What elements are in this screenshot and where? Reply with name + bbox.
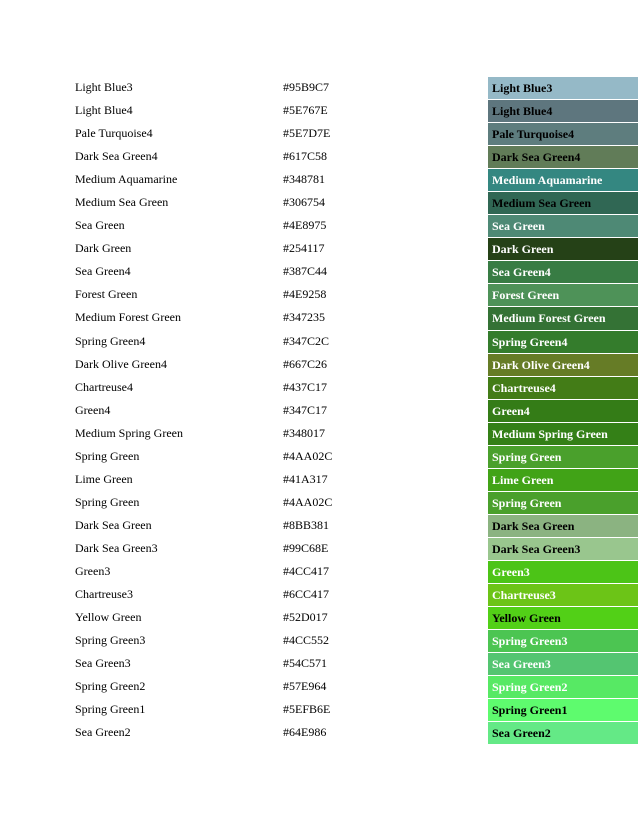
color-swatch: Sea Green xyxy=(488,214,638,237)
color-swatch: Light Blue3 xyxy=(488,76,638,99)
color-swatch: Dark Sea Green4 xyxy=(488,145,638,168)
color-swatch: Sea Green2 xyxy=(488,721,638,744)
color-name: Medium Sea Green xyxy=(75,195,169,210)
color-row xyxy=(0,122,638,145)
color-swatch: Medium Spring Green xyxy=(488,422,638,445)
color-swatch: Sea Green3 xyxy=(488,652,638,675)
color-hex: #4AA02C xyxy=(283,448,333,463)
color-row xyxy=(0,191,638,214)
color-name: Sea Green xyxy=(75,218,125,233)
color-hex: #5E7D7E xyxy=(283,126,331,141)
color-hex: #4CC417 xyxy=(283,563,330,578)
color-swatch: Dark Sea Green xyxy=(488,514,638,537)
color-hex: #4CC552 xyxy=(283,633,330,648)
color-name: Sea Green2 xyxy=(75,725,131,740)
color-swatch: Light Blue4 xyxy=(488,99,638,122)
color-hex: #99C68E xyxy=(283,540,329,555)
color-swatch: Spring Green xyxy=(488,491,638,514)
color-table xyxy=(0,76,638,744)
color-hex: #57E964 xyxy=(283,679,327,694)
color-hex: #254117 xyxy=(283,241,325,256)
color-row xyxy=(0,491,638,514)
color-name: Dark Green xyxy=(75,241,132,256)
color-swatch: Forest Green xyxy=(488,283,638,306)
color-row xyxy=(0,306,638,329)
color-name: Sea Green4 xyxy=(75,264,131,279)
color-swatch: Medium Forest Green xyxy=(488,306,638,329)
color-hex: #347235 xyxy=(283,310,325,325)
color-hex: #8BB381 xyxy=(283,517,330,532)
color-row xyxy=(0,260,638,283)
color-name: Pale Turquoise4 xyxy=(75,126,153,141)
color-swatch: Chartreuse3 xyxy=(488,583,638,606)
color-swatch: Spring Green1 xyxy=(488,698,638,721)
color-name: Green3 xyxy=(75,563,111,578)
color-hex: #5E767E xyxy=(283,103,328,118)
color-name: Spring Green3 xyxy=(75,633,146,648)
color-hex: #617C58 xyxy=(283,149,328,164)
color-row xyxy=(0,698,638,721)
color-hex: #348017 xyxy=(283,425,325,440)
color-row xyxy=(0,606,638,629)
color-hex: #348781 xyxy=(283,172,325,187)
color-name: Medium Forest Green xyxy=(75,310,181,325)
color-row xyxy=(0,399,638,422)
color-row xyxy=(0,468,638,491)
color-row xyxy=(0,583,638,606)
color-row xyxy=(0,353,638,376)
color-name: Dark Olive Green4 xyxy=(75,356,167,371)
color-swatch: Dark Green xyxy=(488,237,638,260)
color-row xyxy=(0,76,638,99)
color-hex: #54C571 xyxy=(283,656,328,671)
color-name: Light Blue3 xyxy=(75,80,133,94)
color-name: Medium Spring Green xyxy=(75,425,183,440)
color-row xyxy=(0,537,638,560)
color-hex: #64E986 xyxy=(283,725,327,740)
color-swatch: Medium Sea Green xyxy=(488,191,638,214)
color-hex: #4E9258 xyxy=(283,287,327,302)
color-swatch: Pale Turquoise4 xyxy=(488,122,638,145)
color-hex: #437C17 xyxy=(283,379,328,394)
color-name: Yellow Green xyxy=(75,610,142,625)
color-name: Lime Green xyxy=(75,471,133,486)
color-row xyxy=(0,629,638,652)
color-name: Dark Sea Green xyxy=(75,517,152,532)
color-name: Chartreuse4 xyxy=(75,379,133,394)
color-row xyxy=(0,145,638,168)
color-row xyxy=(0,283,638,306)
color-swatch: Medium Aquamarine xyxy=(488,168,638,191)
color-row xyxy=(0,445,638,468)
color-hex: #387C44 xyxy=(283,264,328,279)
color-hex: #6CC417 xyxy=(283,587,330,602)
color-swatch: Spring Green2 xyxy=(488,675,638,698)
color-row xyxy=(0,560,638,583)
color-name: Spring Green1 xyxy=(75,702,146,717)
color-row xyxy=(0,330,638,353)
color-swatch: Green4 xyxy=(488,399,638,422)
color-swatch: Spring Green xyxy=(488,445,638,468)
color-swatch: Spring Green4 xyxy=(488,330,638,353)
color-hex: #52D017 xyxy=(283,610,328,625)
color-swatch: Sea Green4 xyxy=(488,260,638,283)
color-swatch: Dark Olive Green4 xyxy=(488,353,638,376)
color-row xyxy=(0,652,638,675)
color-name: Light Blue4 xyxy=(75,103,133,118)
color-name: Spring Green xyxy=(75,448,140,463)
color-hex: #4E8975 xyxy=(283,218,327,233)
color-name: Chartreuse3 xyxy=(75,587,133,602)
color-row xyxy=(0,422,638,445)
color-name: Spring Green4 xyxy=(75,333,146,348)
color-name: Forest Green xyxy=(75,287,138,302)
color-name: Dark Sea Green4 xyxy=(75,149,158,164)
color-name: Spring Green xyxy=(75,494,140,509)
color-name: Medium Aquamarine xyxy=(75,172,178,187)
color-swatch: Chartreuse4 xyxy=(488,376,638,399)
color-hex: #95B9C7 xyxy=(283,80,330,94)
color-hex: #41A317 xyxy=(283,471,328,486)
color-swatch: Green3 xyxy=(488,560,638,583)
color-hex: #667C26 xyxy=(283,356,328,371)
color-hex: #4AA02C xyxy=(283,494,333,509)
color-hex: #306754 xyxy=(283,195,325,210)
color-row xyxy=(0,675,638,698)
color-hex: #347C17 xyxy=(283,402,328,417)
color-swatch: Lime Green xyxy=(488,468,638,491)
color-row xyxy=(0,721,638,744)
color-row xyxy=(0,99,638,122)
color-swatch: Spring Green3 xyxy=(488,629,638,652)
color-row xyxy=(0,376,638,399)
color-row xyxy=(0,237,638,260)
color-hex: #5EFB6E xyxy=(283,702,331,717)
color-swatch: Dark Sea Green3 xyxy=(488,537,638,560)
color-row xyxy=(0,514,638,537)
color-name: Spring Green2 xyxy=(75,679,146,694)
color-row xyxy=(0,168,638,191)
color-swatch: Yellow Green xyxy=(488,606,638,629)
color-name: Sea Green3 xyxy=(75,656,131,671)
color-name: Green4 xyxy=(75,402,111,417)
color-hex: #347C2C xyxy=(283,333,330,348)
color-name: Dark Sea Green3 xyxy=(75,540,158,555)
color-row xyxy=(0,214,638,237)
